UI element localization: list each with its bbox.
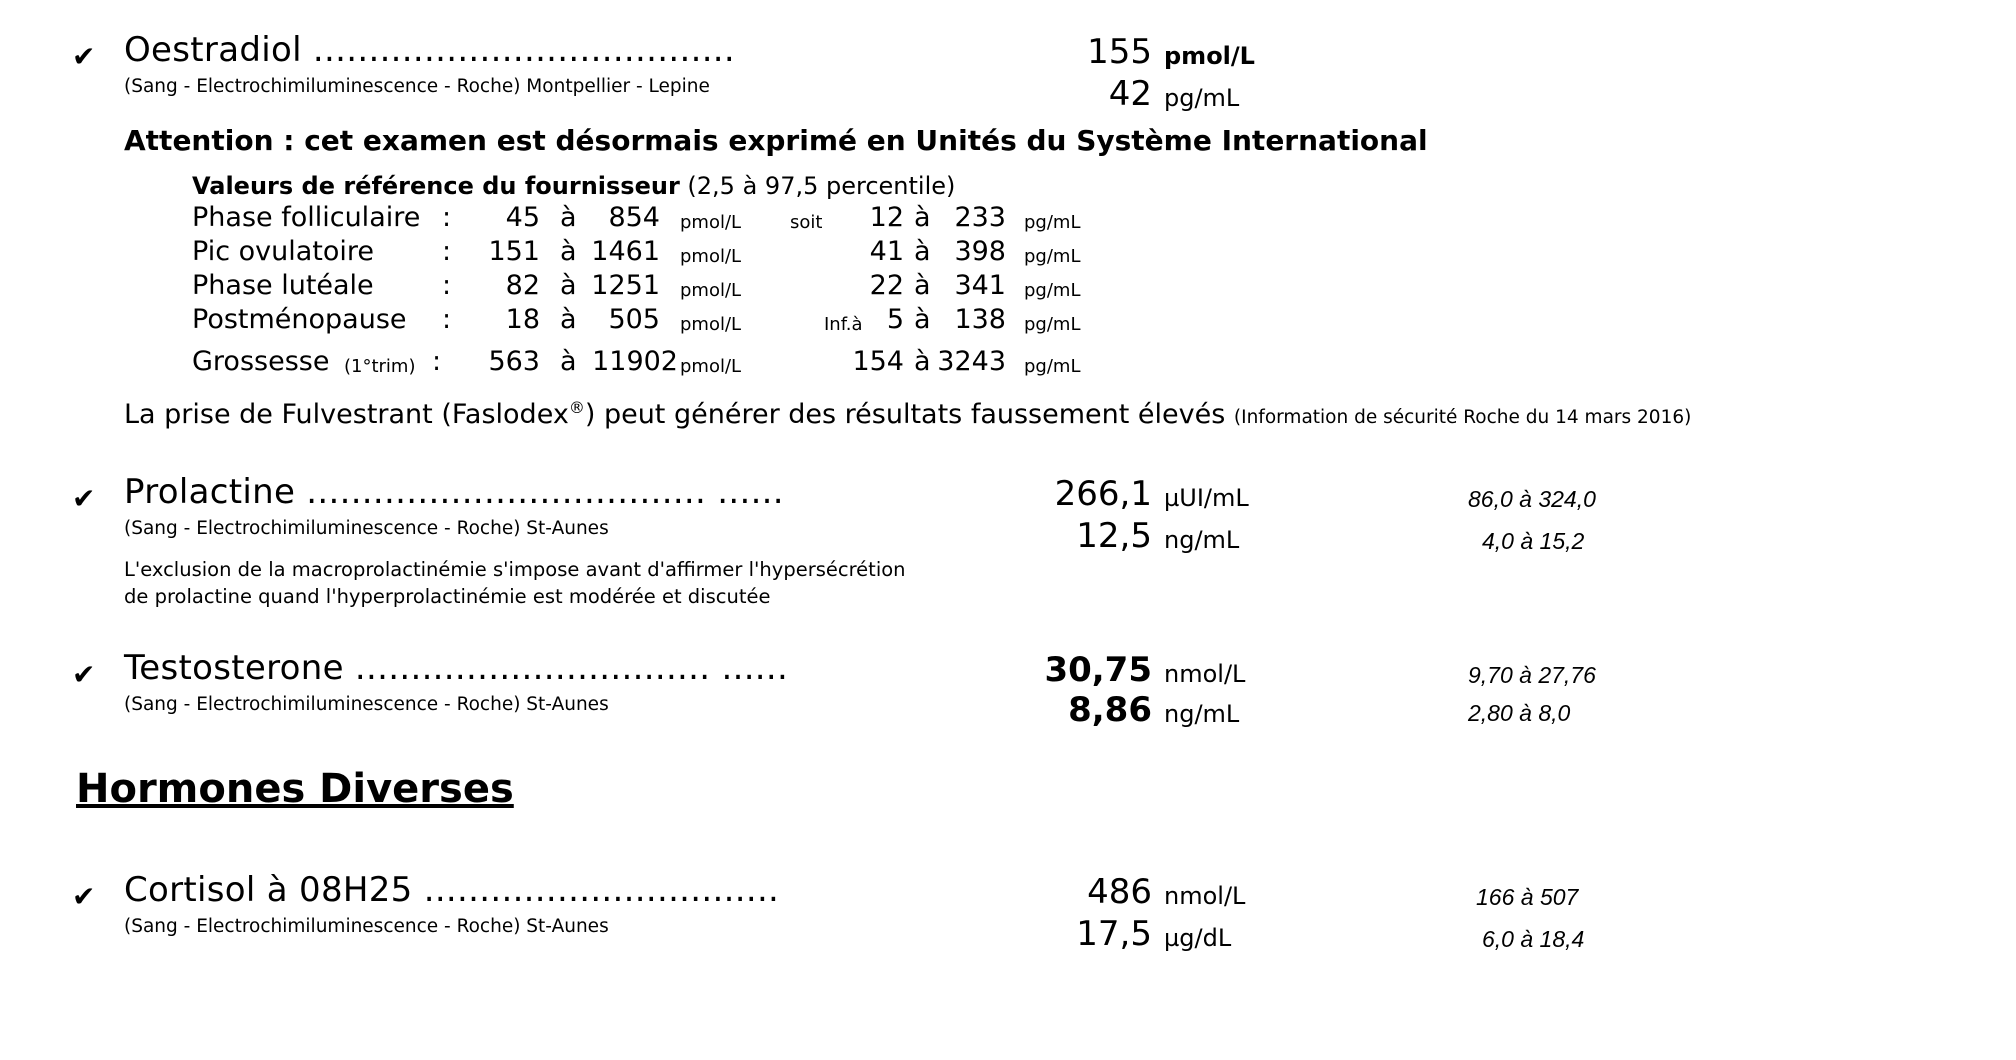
reference-low: 18 <box>505 304 540 335</box>
reference-unit-si: pmol/L <box>680 356 742 377</box>
reference-high: 505 <box>608 304 660 335</box>
fulvestrant-note-source: (Information de sécurité Roche du 14 mars 2016) <box>1233 407 1692 428</box>
result-unit-conv: µg/dL <box>1164 924 1232 952</box>
result-value-conv: 17,5 <box>1076 914 1152 954</box>
reference-low: 151 <box>488 236 540 267</box>
reference-label: Phase folliculaire <box>192 202 421 233</box>
reference-unit-si: pmol/L <box>680 280 742 301</box>
reference-colon: : <box>442 202 452 233</box>
reference-colon: : <box>442 304 452 335</box>
check-icon: ✔ <box>72 482 96 515</box>
reference-low-conv: 154 <box>852 346 904 377</box>
reference-range-si: 166 à 507 <box>1476 884 1579 910</box>
reference-range-conv: 2,80 à 8,0 <box>1468 700 1571 726</box>
result-unit-conv: ng/mL <box>1164 526 1240 554</box>
test-method-oestradiol: (Sang - Electrochimiluminescence - Roche) Montpellier - Lepine <box>124 76 710 97</box>
result-value-conv: 42 <box>1108 74 1152 114</box>
reference-unit-conv: pg/mL <box>1024 212 1081 233</box>
reference-label: Grossesse <box>192 346 330 377</box>
reference-label-small: (1°trim) <box>344 356 416 377</box>
attention-note: Attention : cet examen est désormais exprimé en Unités du Système International <box>124 124 1428 157</box>
reference-low: 45 <box>505 202 540 233</box>
fulvestrant-note-main: La prise de Fulvestrant (Faslodex <box>124 399 569 430</box>
reference-high-conv: 3243 <box>937 346 1006 377</box>
reference-high-conv: 233 <box>954 202 1006 233</box>
prolactine-note-line2: de prolactine quand l'hyperprolactinémie est modérée et discutée <box>124 585 771 608</box>
reference-a: à <box>560 202 577 233</box>
reference-a: à <box>560 270 577 301</box>
reference-high: 1461 <box>591 236 660 267</box>
reference-unit-si: pmol/L <box>680 212 742 233</box>
reference-unit-si: pmol/L <box>680 314 742 335</box>
registered-mark: ® <box>568 398 585 417</box>
test-method-prolactine: (Sang - Electrochimiluminescence - Roche) St-Aunes <box>124 518 609 539</box>
reference-title-suffix: (2,5 à 97,5 percentile) <box>687 172 956 200</box>
reference-conversion: soit <box>790 212 823 233</box>
check-icon: ✔ <box>72 40 96 73</box>
reference-a: à <box>914 346 931 377</box>
reference-a: à <box>560 236 577 267</box>
reference-title-label: Valeurs de référence du fournisseur <box>192 172 680 200</box>
result-value-si: 486 <box>1087 872 1152 912</box>
reference-a: à <box>560 304 577 335</box>
fulvestrant-note <box>124 398 1691 430</box>
reference-low-conv: 5 <box>886 304 904 335</box>
reference-colon: : <box>442 270 452 301</box>
reference-colon: : <box>432 346 442 377</box>
result-value-conv: 12,5 <box>1076 516 1152 556</box>
result-unit-si: nmol/L <box>1164 882 1246 910</box>
reference-a: à <box>914 236 931 267</box>
prolactine-note-line1: L'exclusion de la macroprolactinémie s'impose avant d'affirmer l'hypersécrétion <box>124 558 906 581</box>
reference-high: 854 <box>608 202 660 233</box>
reference-range-conv: 4,0 à 15,2 <box>1482 528 1585 554</box>
check-icon: ✔ <box>72 658 96 691</box>
section-title: Hormones Diverses <box>76 766 514 812</box>
reference-unit-conv: pg/mL <box>1024 280 1081 301</box>
reference-high: 11902 <box>592 346 678 377</box>
reference-range-si: 9,70 à 27,76 <box>1468 662 1596 688</box>
reference-low: 563 <box>488 346 540 377</box>
test-name-cortisol: Cortisol à 08H25 ................................ <box>124 870 780 910</box>
reference-range-conv: 6,0 à 18,4 <box>1482 926 1585 952</box>
reference-a: à <box>914 304 931 335</box>
fulvestrant-note-rest: ) peut générer des résultats faussement élevés <box>584 399 1226 430</box>
reference-high: 1251 <box>591 270 660 301</box>
reference-label: Pic ovulatoire <box>192 236 374 267</box>
result-value-conv: 8,86 <box>1068 690 1152 730</box>
reference-colon: : <box>442 236 452 267</box>
reference-low: 82 <box>505 270 540 301</box>
test-name-testosterone: Testosterone ................................ ...... <box>124 648 789 688</box>
result-value-si: 155 <box>1087 32 1152 72</box>
result-unit-si: pmol/L <box>1164 42 1255 70</box>
result-value-si: 30,75 <box>1044 650 1152 690</box>
reference-a: à <box>914 270 931 301</box>
reference-unit-conv: pg/mL <box>1024 356 1081 377</box>
result-unit-si: µUI/mL <box>1164 484 1249 512</box>
reference-unit-si: pmol/L <box>680 246 742 267</box>
reference-low-conv: 12 <box>869 202 904 233</box>
reference-low-conv: 41 <box>869 236 904 267</box>
test-method-cortisol: (Sang - Electrochimiluminescence - Roche) St-Aunes <box>124 916 609 937</box>
reference-values-title <box>192 172 955 200</box>
reference-a: à <box>914 202 931 233</box>
test-name-oestradiol: Oestradiol ...................................... <box>124 30 736 70</box>
result-unit-conv: ng/mL <box>1164 700 1240 728</box>
reference-high-conv: 398 <box>954 236 1006 267</box>
test-method-testosterone: (Sang - Electrochimiluminescence - Roche) St-Aunes <box>124 694 609 715</box>
result-value-si: 266,1 <box>1054 474 1152 514</box>
result-unit-conv: pg/mL <box>1164 84 1240 112</box>
check-icon: ✔ <box>72 880 96 913</box>
reference-conversion: Inf.à <box>824 314 863 335</box>
reference-high-conv: 138 <box>954 304 1006 335</box>
test-name-prolactine: Prolactine .................................... ...... <box>124 472 784 512</box>
result-unit-si: nmol/L <box>1164 660 1246 688</box>
reference-unit-conv: pg/mL <box>1024 246 1081 267</box>
reference-a: à <box>560 346 577 377</box>
reference-low-conv: 22 <box>869 270 904 301</box>
reference-unit-conv: pg/mL <box>1024 314 1081 335</box>
reference-label: Phase lutéale <box>192 270 374 301</box>
reference-label: Postménopause <box>192 304 407 335</box>
reference-range-si: 86,0 à 324,0 <box>1468 486 1596 512</box>
reference-high-conv: 341 <box>954 270 1006 301</box>
